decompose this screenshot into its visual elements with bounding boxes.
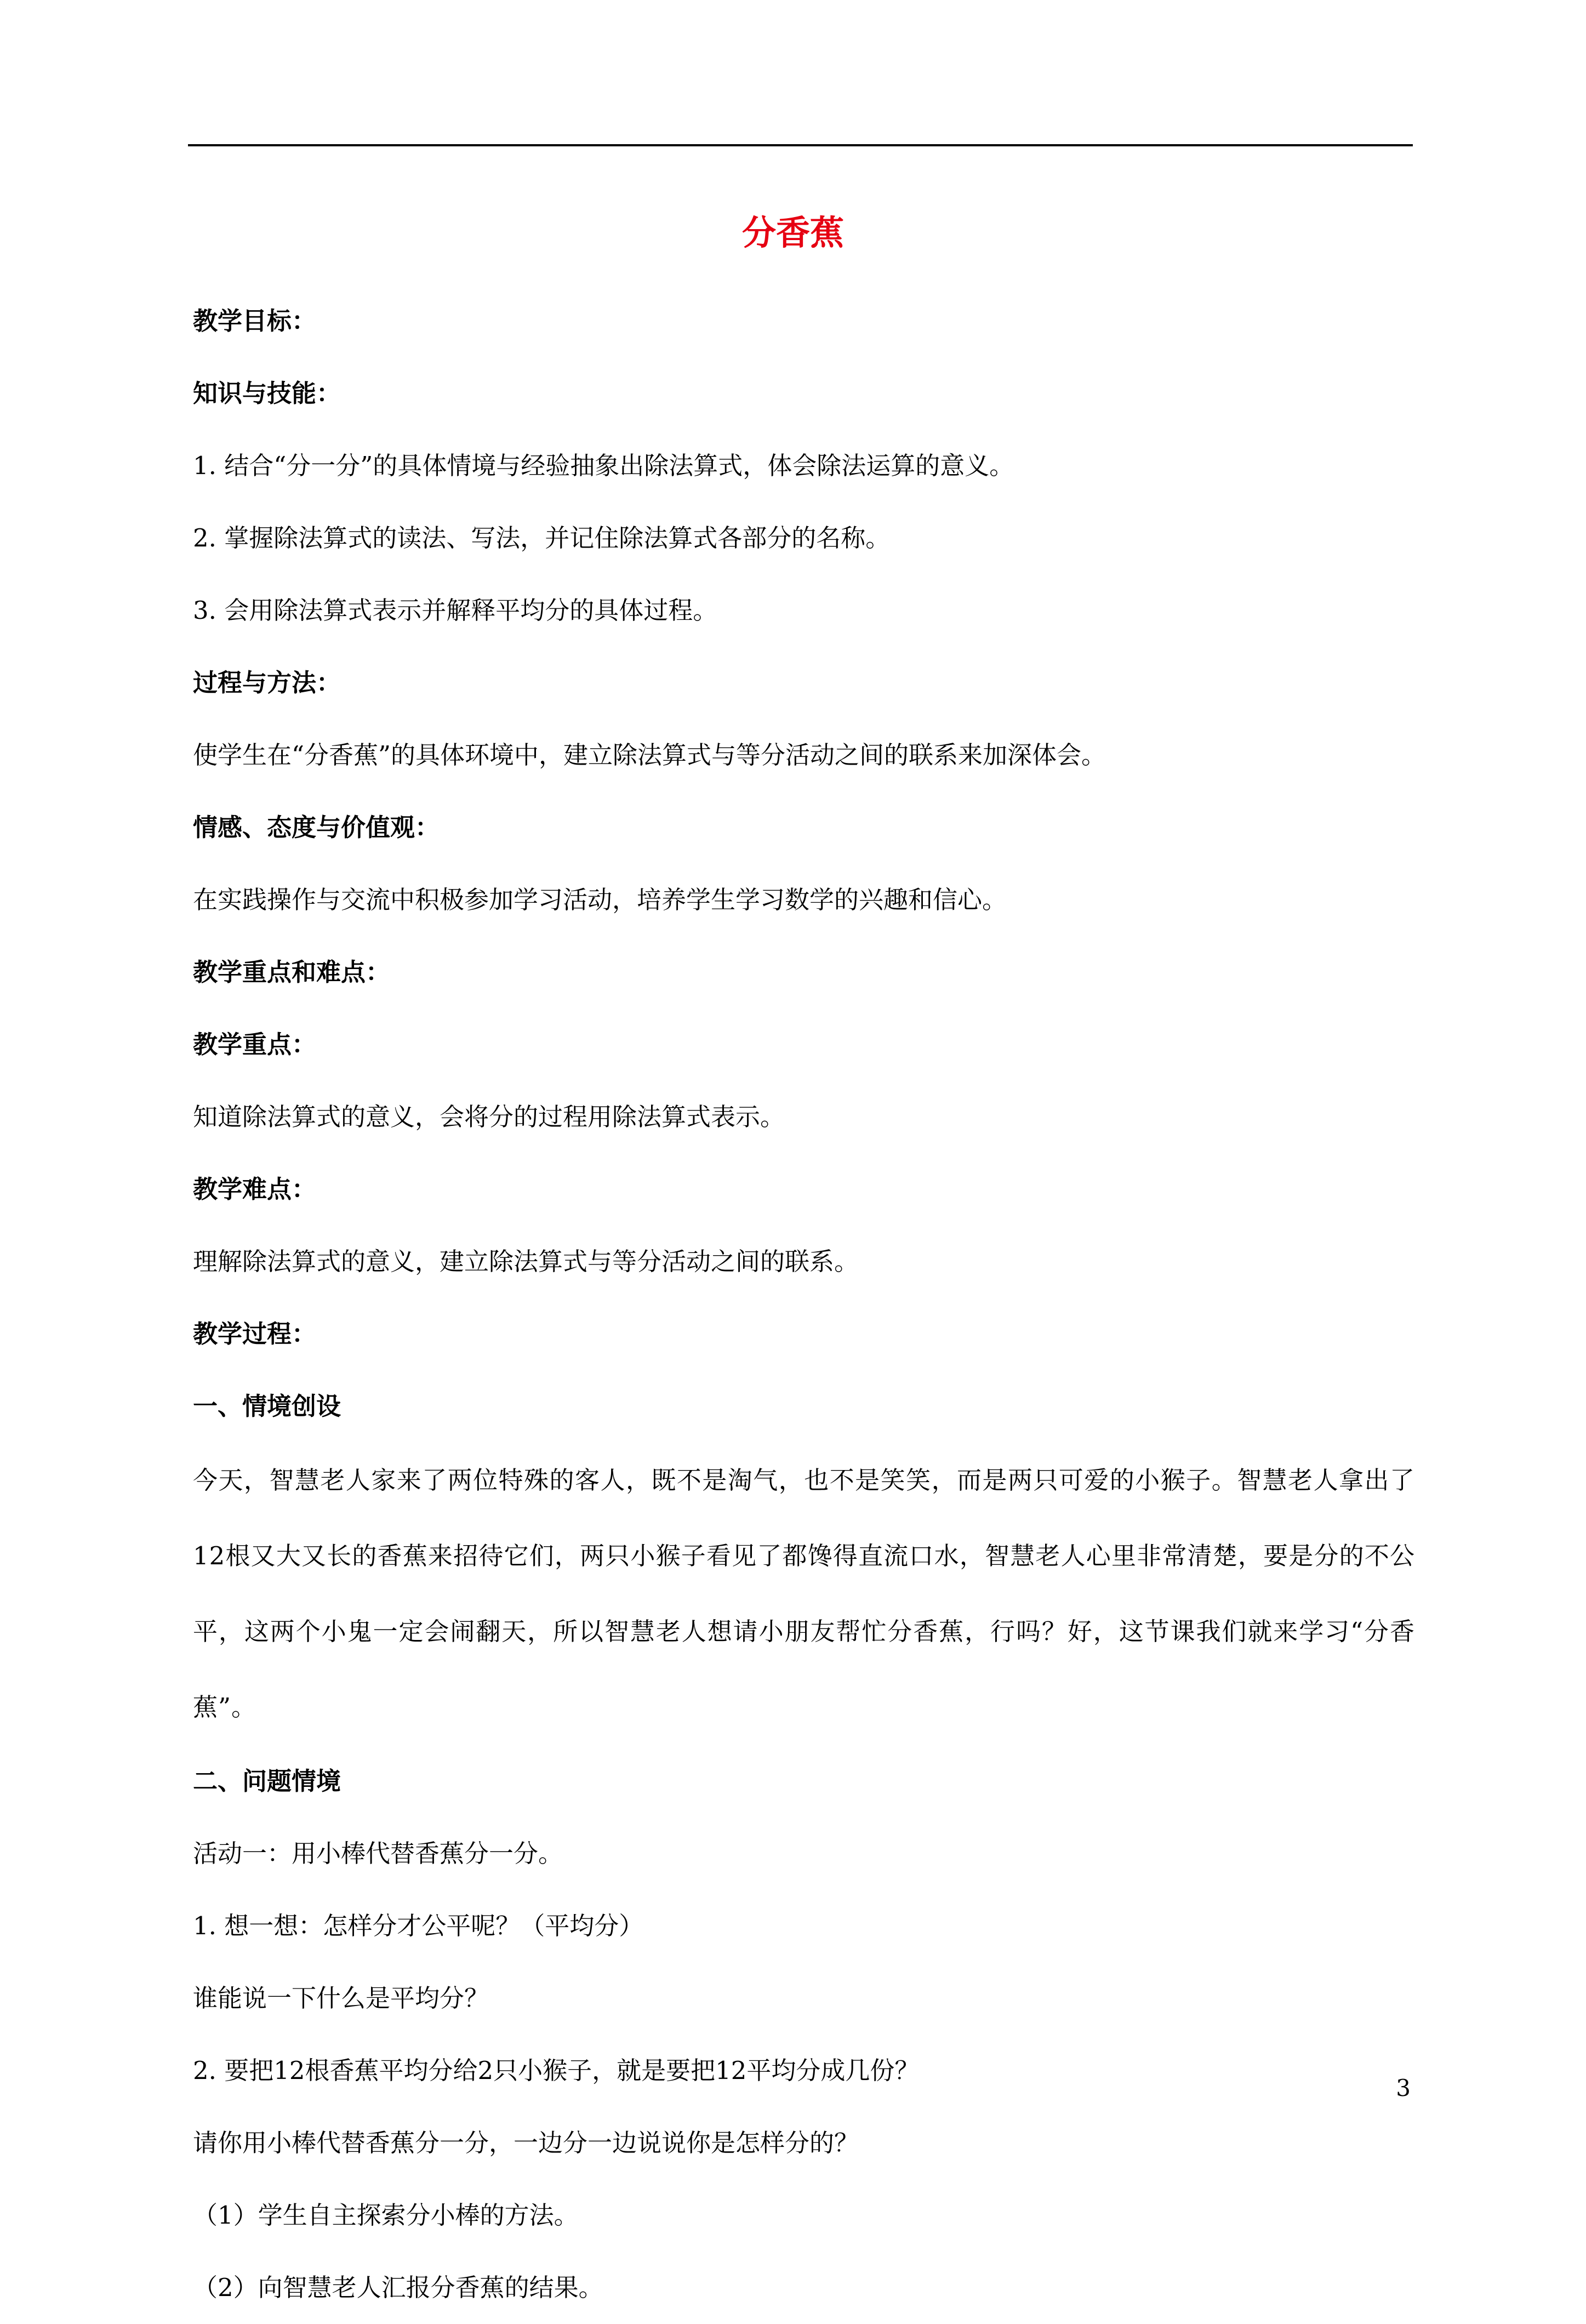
page-number: 3 [1396,2075,1411,2101]
document-body [193,285,1415,2324]
goal-item-1: 1. 结合“分一分”的具体情境与经验抽象出除法算式，体会除法运算的意义。 [193,451,1014,480]
heading-key-points: 教学重点： [193,1030,317,1059]
key-points-text: 知道除法算式的意义，会将分的过程用除法算式表示。 [193,1102,785,1131]
heading-key-difficult-points: 教学重点和难点： [193,958,391,987]
heading-teaching-goals: 教学目标： [193,306,317,335]
heading-emotion-values: 情感、态度与价值观： [193,813,440,842]
emotion-values-text: 在实践操作与交流中积极参加学习活动，培养学生学习数学的兴趣和信心。 [193,885,1007,914]
goal-item-2: 2. 掌握除法算式的读法、写法，并记住除法算式各部分的名称。 [193,523,891,552]
heading-situation-creation: 一、情境创设 [193,1392,341,1421]
difficult-points-text: 理解除法算式的意义，建立除法算式与等分活动之间的联系。 [193,1247,859,1276]
heading-problem-situation: 二、问题情境 [193,1767,341,1796]
instruction-text: 请你用小棒代替香蕉分一分，一边分一边说说你是怎样分的？ [193,2128,859,2157]
situation-paragraph: 今天，智慧老人家来了两位特殊的客人，既不是淘气，也不是笑笑，而是两只可爱的小猴子。智慧老人拿出了12根又大又长的香蕉来招待它们，两只小猴子看见了都馋得直流口水，智慧老人心里非常清楚，要是分的不公平，这两个小鬼一定会闹翻天，所以智慧老人想请小朋友帮忙分香蕉，行吗？好，这节课我们就来学习“分香蕉”。 [193,1466,1415,1722]
goal-item-3: 3. 会用除法算式表示并解释平均分的具体过程。 [193,596,718,625]
heading-process-method: 过程与方法： [193,668,341,697]
header-rule [188,144,1413,146]
step-item-1: （1）学生自主探索分小棒的方法。 [193,2201,579,2230]
process-method-text: 使学生在“分香蕉”的具体环境中，建立除法算式与等分活动之间的联系来加深体会。 [193,741,1106,770]
question-item-2: 2. 要把12根香蕉平均分给2只小猴子，就是要把12平均分成几份？ [193,2056,920,2085]
step-item-2: （2）向智慧老人汇报分香蕉的结果。 [193,2273,603,2302]
question-item-1: 1. 想一想：怎样分才公平呢？（平均分） [193,1911,644,1940]
activity-one-text: 活动一：用小棒代替香蕉分一分。 [193,1839,563,1868]
heading-difficult-points: 教学难点： [193,1175,317,1204]
heading-teaching-process: 教学过程： [193,1319,317,1348]
heading-knowledge-skills: 知识与技能： [193,379,341,408]
question-average-definition: 谁能说一下什么是平均分？ [193,1984,489,2013]
document-title: 分香蕉 [741,213,844,253]
